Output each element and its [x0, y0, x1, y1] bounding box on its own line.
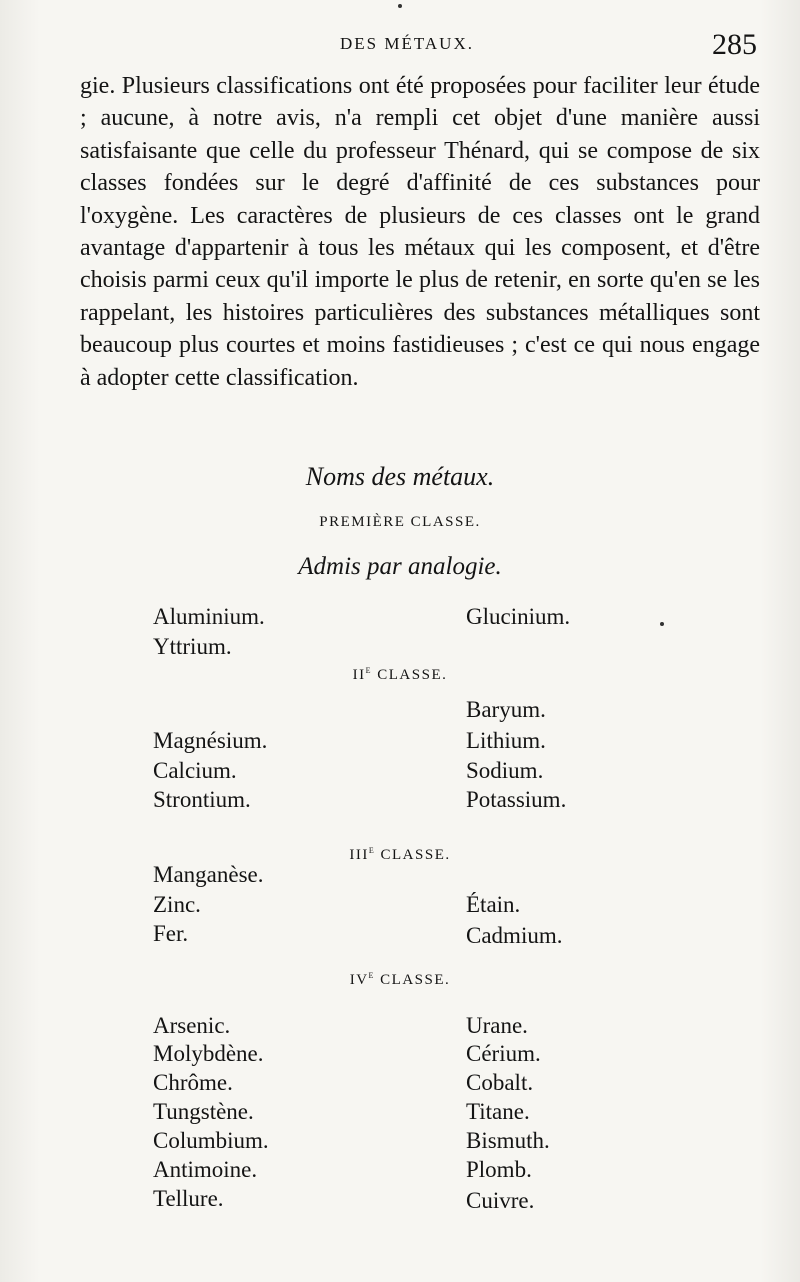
metal-name: Tungstène. — [153, 1099, 254, 1124]
metal-name: Urane. — [466, 1013, 528, 1038]
metal-name: Aluminium. — [153, 604, 265, 629]
metal-name: Chrôme. — [153, 1070, 233, 1095]
page-number: 285 — [712, 28, 757, 61]
metal-name: Manganèse. — [153, 862, 264, 887]
metal-name: Fer. — [153, 921, 189, 946]
class-3-label: CLASSE. — [380, 847, 451, 863]
metal-name: Cérium. — [466, 1041, 541, 1066]
metal-name: Glucinium. — [466, 604, 571, 629]
class-4-suffix: e — [368, 969, 375, 981]
metal-name: Cobalt. — [466, 1070, 534, 1095]
running-head — [0, 28, 800, 62]
class-1-subheading: Admis par analogie. — [298, 553, 502, 580]
class-4-label: CLASSE. — [380, 972, 451, 988]
ink-speck — [398, 4, 402, 8]
metal-name: Potassium. — [466, 787, 567, 812]
metal-name: Tellure. — [153, 1186, 224, 1211]
class-2-numeral: II — [352, 667, 366, 683]
metal-name: Yttrium. — [153, 634, 232, 659]
metal-name: Zinc. — [153, 892, 201, 917]
metal-name: Columbium. — [153, 1128, 269, 1153]
metal-name: Bismuth. — [466, 1128, 550, 1153]
class-3-heading — [0, 844, 800, 864]
section-title: Noms des métaux. — [305, 462, 495, 491]
class-4-heading — [0, 969, 800, 989]
class-2-heading — [0, 664, 800, 684]
metal-name: Cuivre. — [466, 1188, 535, 1213]
metal-name: Plomb. — [466, 1157, 532, 1182]
class-2-label: CLASSE. — [377, 667, 448, 683]
class-1-heading: PREMIÈRE CLASSE. — [319, 514, 481, 530]
running-title: DES MÉTAUX. — [340, 34, 474, 53]
ink-speck — [660, 622, 664, 626]
metal-name: Étain. — [466, 892, 521, 917]
metal-name: Calcium. — [153, 758, 237, 783]
metal-name: Strontium. — [153, 787, 251, 812]
metal-name: Arsenic. — [153, 1013, 231, 1038]
metal-name: Magnésium. — [153, 728, 268, 753]
metal-name: Baryum. — [466, 697, 546, 722]
class-4-numeral: IV — [349, 972, 369, 988]
metal-name: Molybdène. — [153, 1041, 264, 1066]
class-3-suffix: e — [368, 844, 376, 856]
class-2-suffix: e — [365, 664, 373, 676]
metal-name: Sodium. — [466, 758, 544, 783]
class-3-numeral: III — [349, 847, 369, 863]
body-paragraph: gie. Plusieurs classifications ont été proposées pour faciliter leur étude ; aucune, à notre avis, n'a rempli cet objet d'une manière aussi satisfaisante que celle du professeur Thénard, qui se compose de six classes fondées sur le degré d'affinité de ces substances pour l'oxygène. Les caractères de plusieurs de ces classes ont le grand avantage d'appartenir à tous les métaux qui les composent, et d'être choisis parmi ceux qu'il importe le plus de retenir, en sorte qu'en se les rappelant, les histoires particulières des substances métalliques sont beaucoup plus courtes et moins fastidieuses ; c'est ce qui nous engage à adopter cette classification. — [80, 73, 760, 391]
metal-name: Antimoine. — [153, 1157, 258, 1182]
metal-name: Titane. — [466, 1099, 530, 1124]
metal-name: Lithium. — [466, 728, 546, 753]
body-text — [80, 70, 760, 394]
metal-name: Cadmium. — [466, 923, 563, 948]
